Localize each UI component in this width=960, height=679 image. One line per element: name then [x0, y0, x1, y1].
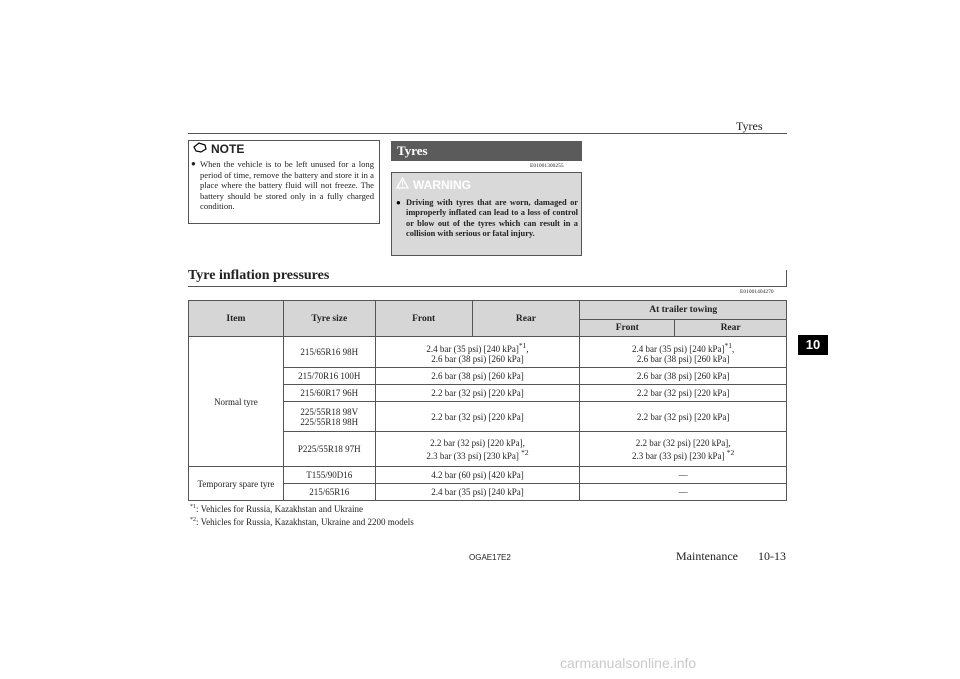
warning-box [391, 172, 582, 256]
section-divider [188, 286, 787, 287]
trailer-pressure-cell: 2.6 bar (38 psi) [260 kPa] [580, 368, 787, 385]
footnote-2: $^{*2}$: Vehicles for Russia, Kazakhstan, Ukraine and 2200 models [190, 517, 414, 527]
bullet-icon: ● [191, 159, 196, 168]
header-trailer-front: Front [580, 320, 675, 337]
section-divider-edge [786, 270, 787, 287]
trailer-pressure-cell: 2.2 bar (32 psi) [220 kPa], 2.3 bar (33 psi) [230 kPa] $^{*2}$ [580, 432, 787, 467]
header-rear: Rear [472, 301, 580, 337]
tyre-size-cell: 225/55R18 98V 225/55R18 98H [283, 402, 375, 432]
section-heading: Tyre inflation pressures [188, 268, 330, 283]
trailer-pressure-cell: 2.4 bar (35 psi) [240 kPa]$^{*1}$, 2.6 bar (38 psi) [260 kPa] [580, 337, 787, 368]
trailer-pressure-cell: — [580, 467, 787, 484]
header-divider [188, 133, 787, 134]
warning-triangle-icon [396, 177, 409, 192]
tyres-section-code: E01001300255 [530, 163, 564, 169]
pressure-cell: 2.2 bar (32 psi) [220 kPa] [375, 402, 580, 432]
pressure-cell: 2.6 bar (38 psi) [260 kPa] [375, 368, 580, 385]
bullet-icon: ● [396, 198, 401, 207]
header-item: Item [189, 301, 284, 337]
page-section-title: Tyres [736, 119, 763, 133]
trailer-pressure-cell: 2.2 bar (32 psi) [220 kPa] [580, 402, 787, 432]
pressure-cell: 2.2 bar (32 psi) [220 kPa] [375, 385, 580, 402]
header-trailer-towing: At trailer towing [580, 301, 787, 320]
spare-tyre-label: Temporary spare tyre [189, 467, 284, 501]
pressure-cell: 2.4 bar (35 psi) [240 kPa] [375, 484, 580, 501]
tyre-size-cell: 215/60R17 96H [283, 385, 375, 402]
warning-text: ● Driving with tyres that are worn, damaged or improperly inflated can lead to a loss of control or blow out of the tyres which can result in a collision with serious or fatal injury. [396, 198, 578, 238]
inflation-pressure-table [188, 300, 787, 501]
table-row [189, 337, 787, 368]
watermark: carmanualsonline.info [560, 655, 697, 671]
tyres-section-bar: Tyres [391, 141, 582, 161]
footnote-1: $^{*1}$: Vehicles for Russia, Kazakhstan and Ukraine [190, 504, 364, 514]
note-heading: NOTE [193, 142, 244, 156]
pressure-cell: 2.4 bar (35 psi) [240 kPa]$^{*1}$, 2.6 bar (38 psi) [260 kPa] [375, 337, 580, 368]
note-box [188, 140, 380, 224]
trailer-pressure-cell: 2.2 bar (32 psi) [220 kPa] [580, 385, 787, 402]
table-row [189, 467, 787, 484]
header-trailer-rear: Rear [675, 320, 787, 337]
page-number: 10-13 [757, 549, 786, 563]
header-front: Front [375, 301, 472, 337]
tyre-size-cell: 215/70R16 100H [283, 368, 375, 385]
tyre-size-cell: T155/90D16 [283, 467, 375, 484]
pressure-cell: 2.2 bar (32 psi) [220 kPa], 2.3 bar (33 psi) [230 kPa] $^{*2}$ [375, 432, 580, 467]
header-tyre-size: Tyre size [283, 301, 375, 337]
tyre-size-cell: 215/65R16 98H [283, 337, 375, 368]
pressure-cell: 4.2 bar (60 psi) [420 kPa] [375, 467, 580, 484]
note-text: ● When the vehicle is to be left unused for a long period of time, remove the battery and store it in a place where the battery fluid will not freeze. The battery should be stored only in a fully charged condition. [191, 159, 374, 211]
tyre-size-cell: P225/55R18 97H [283, 432, 375, 467]
warning-heading: WARNING [396, 177, 471, 192]
chapter-tab: 10 [798, 335, 828, 355]
normal-tyre-label: Normal tyre [189, 337, 284, 467]
note-hand-icon [193, 142, 207, 156]
trailer-pressure-cell: — [580, 484, 787, 501]
tyre-size-cell: 215/65R16 [283, 484, 375, 501]
document-code: OGAE17E2 [469, 553, 511, 562]
footer-section: Maintenance 10-13 [676, 549, 786, 563]
section-code: E01001404270 [740, 289, 774, 295]
